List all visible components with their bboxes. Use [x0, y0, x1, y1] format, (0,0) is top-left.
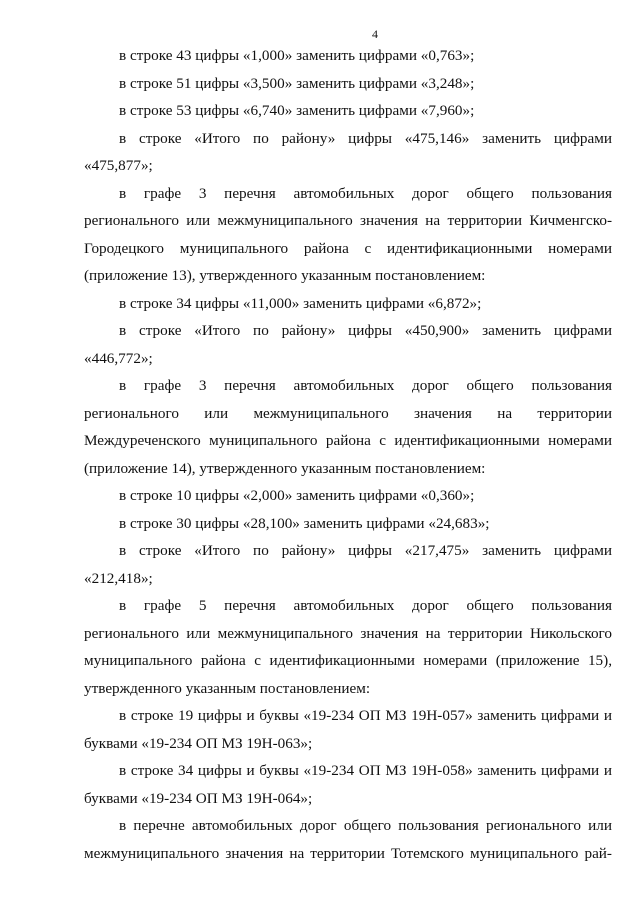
paragraph-2: в строке 51 цифры «3,500» заменить цифрами «3,248»; [119, 74, 475, 92]
paragraph-7: в строке «Итого по району» цифры «450,900» заменить цифрами «446,772»; [84, 322, 612, 367]
paragraph-4: в строке «Итого по району» цифры «475,146» заменить цифрами «475,877»; [84, 129, 612, 174]
paragraph-13: в строке 19 цифры и буквы «19-234 ОП МЗ 19Н-057» заменить цифрами и буквами «19-234 ОП МЗ 19Н-063»; [84, 707, 612, 752]
paragraph-12: в графе 5 перечня автомобильных дорог общего пользования регионального или межмуниципального значения на территории Никольского муниципального района с идентификационными номерами (приложение 15), утвержденного указанным постановлением: [84, 597, 612, 697]
paragraph-11: в строке «Итого по району» цифры «217,475» заменить цифрами «212,418»; [84, 542, 612, 587]
paragraph-10: в строке 30 цифры «28,100» заменить цифрами «24,683»; [119, 514, 490, 532]
paragraph-9: в строке 10 цифры «2,000» заменить цифрами «0,360»; [119, 487, 475, 504]
paragraph-1: в строке 43 цифры «1,000» заменить цифрами «0,763»; [119, 47, 475, 64]
paragraph-3: в строке 53 цифры «6,740» заменить цифрами «7,960»; [119, 102, 475, 119]
page-number: 4 [372, 27, 378, 41]
paragraph-14: в строке 34 цифры и буквы «19-234 ОП МЗ 19Н-058» заменить цифрами и буквами «19-234 ОП МЗ 19Н-064»; [84, 762, 612, 807]
paragraph-15: в перечне автомобильных дорог общего пользования регионального или межмуниципального значения на территории Тотемского муниципального рай- [84, 817, 612, 862]
paragraph-8: в графе 3 перечня автомобильных дорог общего пользования регионального или межмуниципального значения на территории Междуреченского муниципального района с идентификационными номерами (приложение 14), утвержденного указанным постановлением: [84, 377, 612, 477]
paragraph-5: в графе 3 перечня автомобильных дорог общего пользования регионального или межмуниципального значения на территории Кичменгско-Городецкого муниципального района с идентификационными номерами (приложение 13), утвержденного указанным постановлением: [84, 184, 612, 284]
paragraph-6: в строке 34 цифры «11,000» заменить цифрами «6,872»; [119, 294, 482, 312]
